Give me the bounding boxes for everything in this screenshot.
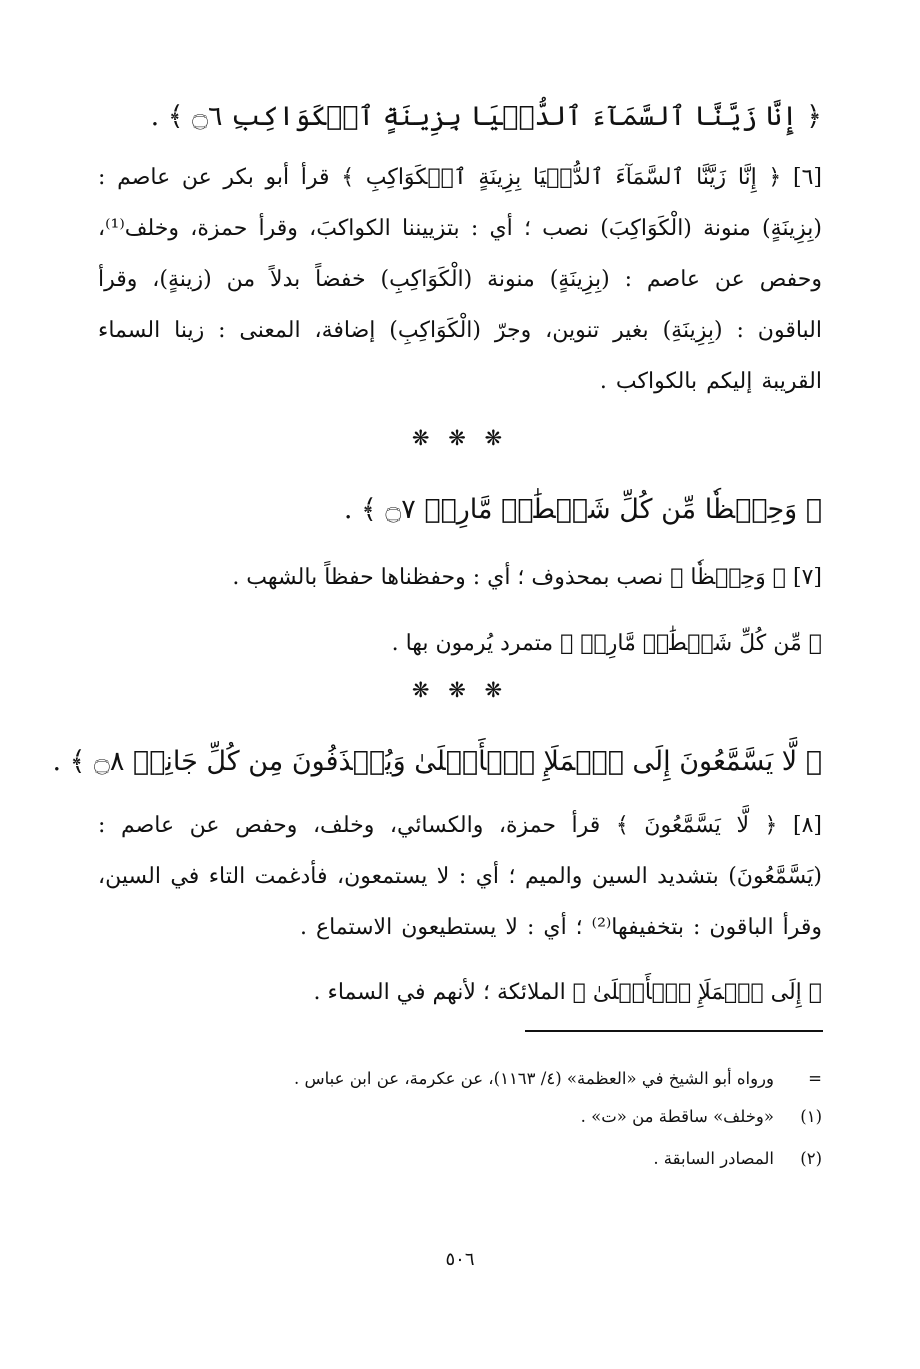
commentary-verse-7: [٧] ﴿ وَحِفۡظٗا ﴾ نصب بمحذوف ؛ أي : وحفظناها حفظاً بالشهب . xyxy=(232,565,822,590)
commentary-verse-7-continued: ﴿ مِّن كُلِّ شَيۡطَٰنٖ مَّارِدٖ ﴾ متمرد يُرمون بها . xyxy=(391,631,822,656)
commentary-verse-6: [٦] ﴿ إِنَّا زَيَّنَّا ٱلسَّمَآءَ ٱلدُّنۡيَا بِزِينَةٍ ٱلۡكَوَاكِبِ ﴾ قرأ أبو بكر عن عاصم : (بِزِينَةٍ) منونة (الْكَوَاكِبَ) نصب ؛ أي : بتزييننا الكواكبَ، وقرأ حمزة، وخلف⁽¹⁾، وحفص عن عاصم : (بِزِينَةٍ) منونة (الْكَوَاكِبِ) خفضاً بدلاً من (زينةٍ)، وقرأ الباقون : (بِزِينَةِ) بغير تنوين، وجرّ (الْكَوَاكِبِ) إضافة، المعنى : زينا السماء القريبة إليكم بالكواكب . xyxy=(98,165,822,394)
footnote-marker: (٢) xyxy=(800,1149,822,1168)
footnote-text: ورواه أبو الشيخ في «العظمة» (٤/ ١١٦٣)، عن عكرمة، عن ابن عباس . xyxy=(293,1069,774,1088)
quran-verse-7: ﴿ وَحِفۡظٗا مِّن كُلِّ شَيۡطَٰنٖ مَّارِدٖ ۝٧ ﴾ . xyxy=(343,494,822,525)
quran-verse-8: ﴿ لَّا يَسَّمَّعُونَ إِلَى ٱلۡمَلَإِ ٱلۡأَعۡلَىٰ وَيُقۡذَفُونَ مِن كُلِّ جَانِبٖ ۝٨ ﴾ . xyxy=(52,746,822,777)
footnote-text: «وخلف» ساقطة من «ت» . xyxy=(580,1107,774,1126)
footnote-marker: = xyxy=(808,1069,822,1088)
commentary-verse-8-continued: ﴿ إِلَى ٱلۡمَلَإِ ٱلۡأَعۡلَىٰ ﴾ الملائكة ؛ لأنهم في السماء . xyxy=(313,980,822,1005)
quran-verse-6: ﴿ إِنَّا زَيَّنَّا ٱلسَّمَآءَ ٱلدُّنۡيَا بِزِينَةٍ ٱلۡكَوَاكِبِ ۝٦ ﴾ . xyxy=(150,101,822,132)
footnote-continuation xyxy=(98,1064,822,1094)
commentary-verse-8: [٨] ﴿ لَّا يَسَّمَّعُونَ ﴾ قرأ حمزة، والكسائي، وخلف، وحفص عن عاصم : (يَسَّمَّعُونَ) بتشديد السين والميم ؛ أي : لا يستمعون، فأدغمت التاء في السين، وقرأ الباقون : بتخفيفها⁽²⁾ ؛ أي : لا يستطيعون الاستماع . xyxy=(98,813,822,940)
footnote-1 xyxy=(98,1102,822,1132)
page-number: ٥٠٦ xyxy=(445,1249,475,1270)
section-separator-1: ❋ ❋ ❋ xyxy=(411,426,509,450)
footnote-2 xyxy=(98,1144,822,1174)
footnote-marker: (١) xyxy=(800,1107,822,1126)
footnote-divider xyxy=(525,1030,823,1032)
footnote-text: المصادر السابقة . xyxy=(653,1149,774,1168)
section-separator-2: ❋ ❋ ❋ xyxy=(411,678,509,702)
